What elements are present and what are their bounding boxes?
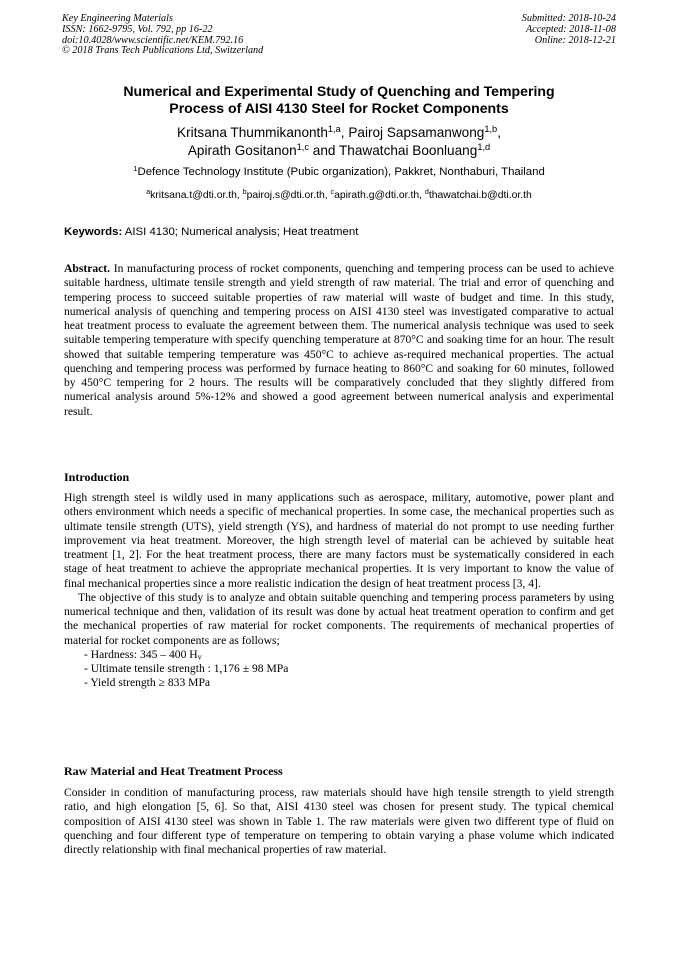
doi: doi:10.4028/www.scientific.net/KEM.792.16 [62,34,244,46]
accepted-date: Accepted: 2018-11-08 [525,23,616,35]
authors-line-1 [62,124,616,142]
email-address[interactable]: kritsana.t@dti.or.th, [150,190,243,201]
author-superscript: 1,d [477,141,491,152]
hardness-unit-subscript: v [197,652,202,662]
requirement-uts: - Ultimate tensile strength : 1,176 ± 98 MPa [84,662,289,675]
author-separator: and [309,143,339,158]
affiliation [62,165,616,179]
intro-paragraph-2: The objective of this study is to analyze and obtain suitable quenching and tempering process parameters by using numerical technique and then, validation of its result was done by actual heat treatment operation to confirm and get the mechanical properties of raw material for rocket components. The requirements of mechanical properties of material for rocket components are as follows; [64,590,614,647]
journal-name: Key Engineering Materials [62,13,173,24]
requirement-hardness [84,648,614,662]
author-emails [62,189,616,203]
submitted-date: Submitted: 2018-10-24 [521,13,616,24]
keywords-label: Keywords: [64,226,123,238]
author-superscript: 1,b [484,123,498,134]
title-line-1: Numerical and Experimental Study of Quenching and Tempering [123,83,555,99]
online-date: Online: 2018-12-21 [534,34,616,46]
author-name: Thawatchai Boonluang [339,143,478,158]
author-superscript: 1,a [327,123,341,134]
author-separator: , [340,125,349,140]
email-superscript: b [242,189,247,197]
author-name: Apirath Gositanon [187,143,297,158]
abstract-label: Abstract. [64,262,111,275]
email-superscript: a [146,189,151,197]
author-separator: , [497,125,501,140]
copyright: © 2018 Trans Tech Publications Ltd, Switzerland [62,45,264,57]
requirement-hardness-text: - Hardness: 345 – 400 H [84,647,198,661]
keywords-text: AISI 4130; Numerical analysis; Heat treatment [122,226,359,238]
abstract [64,262,614,419]
publication-dates [522,14,616,46]
email-address[interactable]: pairoj.s@dti.or.th, [246,190,331,201]
author-name: Pairoj Sapsamanwong [348,125,485,140]
introduction-section [64,491,614,691]
requirement-yield-strength: - Yield strength ≥ 833 MPa [84,676,211,690]
affiliation-superscript: 1 [133,163,138,173]
title-line-2: Process of AISI 4130 Steel for Rocket Components [169,100,509,116]
email-superscript: d [424,189,429,197]
raw-material-paragraph: Consider in condition of manufacturing process, raw materials should have high tensile strength to yield strength ratio, and high elongation [5, 6]. So that, AISI 4130 steel was chosen for present study. The typical chemical composition of AISI 4130 steel was shown in Table 1. The raw materials were given two different type of fluid on quenching and four different type of temperature on tempering to obtain varying a phase volume which indicated directly relationship with final mechanical properties of raw material. [64,786,614,856]
email-address[interactable]: apirath.g@dti.or.th, [334,190,425,201]
issn: ISSN: 1662-9795, Vol. 792, pp 16-22 [62,23,213,35]
introduction-heading: Introduction [64,470,130,484]
journal-info [62,14,263,57]
requirements-list [64,648,614,691]
abstract-text: In manufacturing process of rocket components, quenching and tempering process can be used to achieve suitable hardness, ultimate tensile strength and yield strength of raw material. The trial and error of quenching and tempering process to succeed suitable properties of raw material will waste of budget and time. In this study, numerical analysis of quenching and tempering process on AISI 4130 steel was investigated comparative to actual heat treatment process to evaluate the agreement between them. The numerical analysis technique was used to seek suitable tempering temperature with specify quenching temperature at 870°C and soaking time for an hour. The result showed that suitable tempering temperature was 450°C to achieve as-required mechanical properties. The actual quenching and tempering process was performed by furnace heating to 860°C and soaking for 60 minutes, followed by 450°C tempering for 2 hours. The results will be comparatively concluded that they slightly differed from numerical analysis around 5%-12% and showed a good agreement between numerical analysis and experimental result. [64,262,614,418]
email-superscript: c [330,189,335,197]
keywords [64,225,616,239]
author-name: Kritsana Thummikanonth [177,125,328,140]
author-superscript: 1,c [296,141,309,152]
raw-material-heading: Raw Material and Heat Treatment Process [64,764,283,778]
author-list [62,124,616,160]
authors-line-2 [62,142,616,160]
intro-paragraph-1: High strength steel is wildly used in many applications such as aerospace, military, automotive, power plant and others environment which needs a specific of mechanical properties. In some case, the mechanical properties such as ultimate tensile strength (UTS), yield strength (YS), and hardness of material do not prompt to use needing further improvement via heat treatment. Moreover, the high strength level of material can be achieved by suitable heat treatment [1, 2]. For the heat treatment process, there are many factors must be systematically considered in each stage of heat treatment to achieve the appropriate mechanical properties. It is very important to know the value of final mechanical properties since a more realistic indication the design of heat treatment process [3, 4]. [64,491,614,590]
paper-title [62,83,616,117]
affiliation-text: Defence Technology Institute (Pubic organization), Pakkret, Nonthaburi, Thailand [137,166,545,178]
email-address[interactable]: thawatchai.b@dti.or.th [428,190,532,201]
